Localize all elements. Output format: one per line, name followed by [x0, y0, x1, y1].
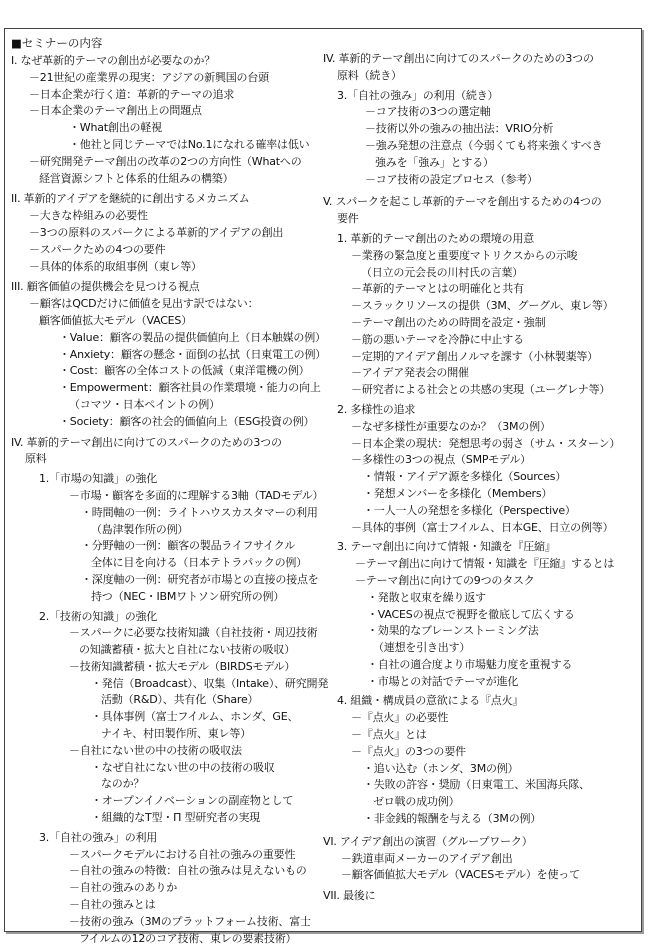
left-column [11, 53, 329, 951]
section-heading: II. 革新的アイデアを継続的に創出するメカニズム [11, 192, 250, 206]
list-item: －なぜ多様性が重要なのか？（3Mの例） [351, 419, 551, 433]
bullet-item: ・情報・アイデア源を多様化（Sources） [363, 470, 567, 484]
bullet-item-continuation: 全体に目を向ける（日本テトラパックの例） [91, 556, 307, 570]
list-item-continuation: 顧客価値拡大モデル（VACES） [39, 313, 193, 327]
section-heading: VI. アイデア創出の演習（グループワーク） [323, 834, 533, 848]
list-item: －自社の強みのありか [69, 881, 177, 895]
section-2 [11, 191, 316, 275]
bullet-item: ・Empowerment：顧客社員の作業環境・能力の向上 [59, 381, 321, 395]
list-item: －自社の強みの特徴：自社の強みは見えないもの [69, 864, 307, 878]
seminar-content-title: ■セミナーの内容 [11, 36, 103, 50]
list-item: －研究者による社会との共感の実現（ユーグレナ等） [351, 383, 611, 397]
subsection-own-strengths-continued [323, 88, 639, 189]
section-heading: IV. 革新的テーマ創出に向けてのスパークのための3つの [323, 52, 594, 65]
section-5 [323, 194, 639, 827]
subsection-environment [323, 231, 639, 399]
list-item: －市場・顧客を多面的に理解する3軸（TADモデル） [69, 488, 324, 502]
section-7 [323, 888, 639, 905]
list-item: －3つの原料のスパークによる革新的アイデアの創出 [29, 225, 284, 239]
list-item: －自社の強みとは [69, 898, 156, 912]
list-item: －テーマ創出のための時間を設定・強制 [351, 315, 546, 329]
list-item-continuation: フイルムの12のコア技術、東レの要素技術） [79, 931, 297, 945]
subsection-own-strengths [11, 830, 316, 948]
subsection-label: 2. 多様性の追求 [337, 402, 416, 416]
list-item: －テーマ創出に向けての9つのタスク [355, 573, 535, 587]
list-item: －コア技術の3つの選定軸 [365, 105, 491, 119]
bullet-item: ・自社の適合度より市場魅力度を重視する [367, 657, 573, 671]
list-item: －強み発想の注意点（今弱くても将来強くすべき [365, 138, 603, 152]
list-item: －日本企業が行く道：革新的テーマの追求 [29, 87, 235, 101]
bullet-item-continuation: 持つ（NEC・IBMワトソン研究所の例） [91, 589, 285, 603]
subsection-label: 4. 組織・構成員の意欲による『点火』 [337, 694, 524, 708]
list-item: －『点火』の3つの要件 [351, 744, 466, 758]
subsection-compression [323, 539, 639, 690]
bullet-item: ・市場との対話でテーマが進化 [367, 674, 519, 688]
section-3 [11, 279, 327, 430]
bullet-item: ・追い込む（ホンダ、3Mの例） [363, 761, 519, 775]
list-item: －コア技術の設定プロセス（参考） [365, 172, 538, 186]
bullet-item-continuation: ナイキ、村田製作所、東レ等） [101, 727, 251, 741]
list-item: －多様性の3つの視点（SMPモデル） [351, 453, 531, 467]
bullet-item-continuation: （島津製作所の例） [91, 522, 189, 536]
section-heading: III. 顧客価値の提供機会を見つける視点 [11, 280, 200, 294]
bullet-item: ・非金銭的報酬を与える（3Mの例） [363, 812, 542, 826]
section-4-continued [323, 51, 639, 188]
subsection-label: 1.「市場の知識」の強化 [39, 472, 158, 486]
bullet-item: ・一人一人の発想を多様化（Perspective） [363, 503, 576, 517]
list-item: －大きな枠組みの必要性 [29, 209, 148, 223]
bullet-item: ・具体事例（富士フイルム、ホンダ、GE、 [91, 710, 299, 724]
bullet-item: ・組織的なT型・Π 型研究者の実現 [91, 811, 261, 825]
section-heading: VII. 最後に [323, 889, 376, 903]
subsection-label: 2.「技術の知識」の強化 [39, 609, 158, 623]
bullet-item: ・深度軸の一例：研究者が市場との直接の接点を [81, 572, 319, 586]
subsection-ignition [323, 693, 639, 827]
list-item: －スパークに必要な技術知識（自社技術・周辺技術 [69, 626, 318, 640]
list-item: －顧客はQCDだけに価値を見出す訳ではない： [29, 297, 259, 311]
bullet-item-continuation: なのか？ [101, 777, 145, 791]
bullet-item: ・Anxiety：顧客の懸念・面倒の払拭（日東電工の例） [59, 347, 327, 361]
bullet-item: ・なぜ自社にない世の中の技術の吸収 [91, 760, 275, 774]
list-item: －技術以外の強みの抽出法：VRIO分析 [365, 122, 554, 136]
list-item-continuation: 強みを「強み」とする） [375, 155, 494, 169]
list-item: －具体的体系的取組事例（東レ等） [29, 259, 202, 273]
list-item-continuation: （日立の元会長の川村氏の言葉） [361, 265, 523, 279]
list-item: －顧客価値拡大モデル（VACESモデル）を使って [341, 868, 580, 882]
section-heading-continuation: 原料 [25, 452, 47, 466]
bullet-item: ・発信（Broadcast）、収集（Intake）、研究開発 [91, 676, 329, 690]
subsection-diversity [323, 402, 639, 536]
bullet-item: ・発散と収束を繰り返す [367, 590, 486, 604]
list-item: －自社にない世の中の技術の吸収法 [69, 743, 242, 757]
bullet-item: ・時間軸の一例：ライトハウスカスタマーの利用 [81, 505, 318, 519]
subsection-label: 3.「自社の強み」の利用 [39, 830, 158, 844]
list-item: －技術知識蓄積・拡大モデル（BIRDSモデル） [69, 659, 296, 673]
bullet-item: ・Cost：顧客の全体コストの低減（東洋電機の例） [59, 364, 310, 378]
bullet-item: ・失敗の許容・奨励（日東電工、米国海兵隊、 [363, 778, 590, 792]
list-item-continuation: 経営資源シフトと体系的仕組みの構築） [39, 171, 234, 185]
section-heading-continuation: 要件 [337, 212, 359, 226]
list-item-continuation: の知識蓄積・拡大と自社にない技術の吸収） [79, 643, 295, 657]
list-item: －スパークモデルにおける自社の強みの重要性 [69, 847, 296, 861]
seminar-content-box [4, 28, 642, 945]
section-1 [11, 53, 316, 187]
section-heading: V. スパークを起こし革新的テーマを創出するための4つの [323, 195, 602, 209]
list-item: －日本企業のテーマ創出上の問題点 [29, 104, 202, 118]
subsection-label: 3.「自社の強み」の利用（続き） [337, 88, 499, 102]
bullet-item: ・VACESの視点で視野を徹底して広くする [367, 607, 575, 621]
section-heading: I. なぜ革新的テーマの創出が必要なのか？ [11, 54, 216, 67]
subsection-tech-knowledge [11, 609, 329, 827]
bullet-item: ・効果的なブレーンストーミング法 [367, 624, 539, 638]
list-item: －定期的アイデア創出ノルマを課す（小林製薬等） [351, 349, 598, 363]
list-item: －『点火』の必要性 [351, 711, 449, 725]
bullet-item: ・発想メンバーを多様化（Members） [363, 486, 553, 500]
list-item: －アイデア発表会の開催 [351, 366, 469, 380]
list-item: －スラックリソースの提供（3M、グーグル、東レ等） [351, 299, 614, 313]
subsection-market-knowledge [11, 471, 324, 605]
bullet-item-continuation: ゼロ戦の成功例） [373, 795, 460, 809]
bullet-item: ・What創出の軽視 [69, 121, 162, 135]
bullet-item: ・分野軸の一例：顧客の製品ライフサイクル [81, 539, 296, 553]
subsection-label: 1. 革新的テーマ創出のための環境の用意 [337, 231, 534, 245]
section-4 [11, 435, 329, 948]
bullet-item: ・Value：顧客の製品の提供価値向上（日本触媒の例） [59, 330, 326, 344]
list-item: －研究開発テーマ創出の改革の2つの方向性（Whatへの [29, 154, 302, 168]
bullet-item-continuation: （コマツ・日本ペイントの例） [69, 397, 220, 411]
section-heading-continuation: 原料（続き） [337, 68, 402, 82]
list-item: －スパークための4つの要件 [29, 242, 166, 256]
list-item: －テーマ創出に向けて情報・知識を『圧縮』するとは [355, 557, 615, 571]
bullet-item: ・他社と同じテーマではNo.1になれる確率は低い [69, 137, 310, 151]
list-item: －革新的テーマとはの明確化と共有 [351, 282, 524, 296]
list-item: －鉄道車両メーカーのアイデア創出 [341, 851, 513, 865]
list-item: －具体的事例（富士フイルム、日本GE、日立の例等） [351, 520, 614, 534]
bullet-item: ・オープンイノベーションの副産物として [91, 794, 294, 808]
bullet-item: ・Society：顧客の社会的価値向上（ESG投資の例） [59, 414, 315, 428]
list-item: －日本企業の現状：発想思考の弱さ（サム・スターン） [351, 436, 621, 450]
right-column [323, 51, 639, 909]
list-item: －21世紀の産業界の現実：アジアの新興国の台頭 [29, 70, 269, 84]
list-item: －筋の悪いテーマを冷静に中止する [351, 332, 524, 346]
bullet-item-continuation: 活動（R&D）、共有化（Share） [101, 693, 259, 707]
bullet-item-continuation: （連想を引き出す） [373, 641, 471, 655]
section-heading: IV. 革新的テーマ創出に向けてのスパークのための3つの [11, 435, 282, 449]
section-6 [323, 834, 639, 884]
list-item: －業務の緊急度と重要度マトリクスからの示唆 [351, 248, 578, 262]
list-item: －『点火』とは [351, 728, 427, 742]
list-item: －技術の強み（3Mのプラットフォーム技術、富士 [69, 914, 311, 928]
subsection-label: 3. テーマ創出に向けて情報・知識を『圧縮』 [337, 540, 556, 554]
